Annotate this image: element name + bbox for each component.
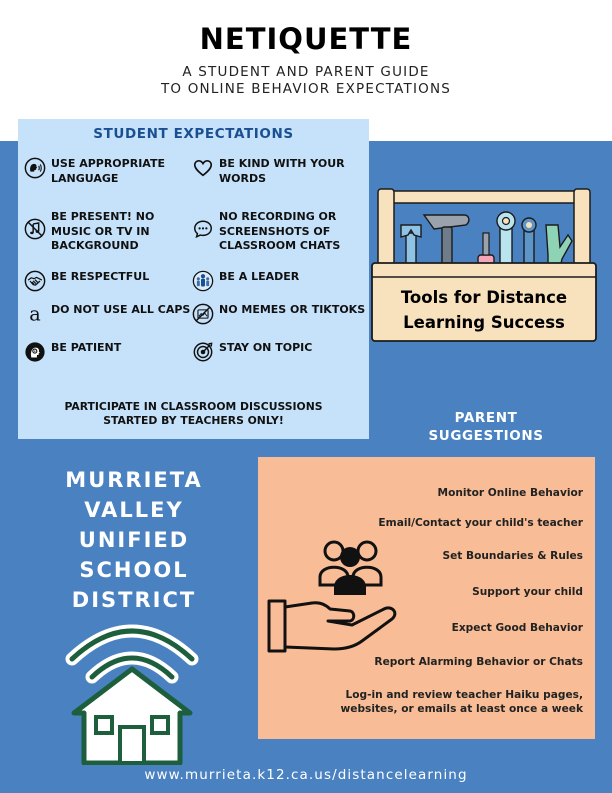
participate-line-2: STARTED BY TEACHERS ONLY!	[103, 414, 284, 427]
expectation-be-kind	[192, 157, 367, 186]
expectation-label: BE A LEADER	[219, 270, 300, 283]
expectation-label: BE PRESENT! NO MUSIC OR TV IN BACKGROUND	[51, 210, 155, 252]
suggestion-item: Log-in and review teacher Haiku pages, websites, or emails at least once a week	[340, 689, 583, 715]
expectation-no-memes	[192, 303, 367, 325]
suggestion-item: Monitor Online Behavior	[437, 487, 583, 499]
tools-caption	[372, 285, 596, 335]
expectation-label: NO MEMES OR TIKTOKS	[219, 303, 366, 316]
parent-heading-line-1: PARENT	[454, 410, 518, 426]
student-expectations-panel	[18, 119, 369, 439]
suggestion-item: Report Alarming Behavior or Chats	[374, 656, 583, 668]
svg-text:a: a	[29, 303, 41, 325]
participate-note	[18, 400, 369, 428]
district-name	[30, 465, 238, 615]
suggestion-item: Expect Good Behavior	[451, 622, 583, 634]
district-line-3: UNIFIED	[78, 528, 190, 552]
page-subtitle	[0, 64, 612, 98]
expectation-stay-on-topic	[192, 341, 367, 363]
expectation-label: USE APPROPRIATE LANGUAGE	[51, 157, 165, 185]
student-expectations-heading: STUDENT EXPECTATIONS	[93, 126, 294, 142]
expectation-label: BE KIND WITH YOUR WORDS	[219, 157, 345, 185]
parent-heading-line-2: SUGGESTIONS	[428, 428, 544, 444]
target-icon	[192, 341, 214, 363]
heart-icon	[192, 157, 214, 179]
suggestion-item: Support your child	[472, 586, 583, 598]
expectation-label: BE RESPECTFUL	[51, 270, 150, 283]
suggestion-item: Set Boundaries & Rules	[442, 550, 583, 562]
district-line-4: SCHOOL	[79, 558, 189, 582]
parent-suggestions-heading	[396, 409, 576, 445]
expectation-no-all-caps	[24, 303, 191, 325]
letter-a-icon	[24, 303, 46, 325]
expectation-label: BE PATIENT	[51, 341, 122, 354]
expectation-be-respectful	[24, 270, 169, 292]
chat-bubble-icon	[192, 218, 214, 240]
leader-icon	[192, 270, 214, 292]
district-line-2: VALLEY	[84, 498, 184, 522]
expectation-be-patient	[24, 341, 169, 363]
expectation-use-appropriate-language	[24, 157, 169, 186]
expectation-no-recording	[192, 210, 367, 254]
expectation-label: DO NOT USE ALL CAPS	[51, 303, 191, 316]
expectation-be-present	[24, 210, 169, 254]
wifi-house-icon	[62, 617, 202, 765]
expectation-label: NO RECORDING OR SCREENSHOTS OF CLASSROOM CHATS	[219, 210, 341, 252]
suggestion-item: Email/Contact your child's teacher	[378, 517, 583, 529]
district-line-5: DISTRICT	[71, 588, 197, 612]
handshake-icon	[24, 270, 46, 292]
no-music-icon	[24, 218, 46, 240]
subtitle-line-2: TO ONLINE BEHAVIOR EXPECTATIONS	[160, 81, 452, 97]
expectation-be-a-leader	[192, 270, 367, 292]
head-gear-icon	[24, 341, 46, 363]
speaking-head-icon	[24, 157, 46, 179]
participate-line-1: PARTICIPATE IN CLASSROOM DISCUSSIONS	[64, 400, 323, 413]
tools-caption-line-2: Learning Success	[403, 313, 565, 332]
hand-with-people-icon	[266, 537, 408, 659]
page-title: NETIQUETTE	[199, 22, 413, 56]
footer-url[interactable]: www.murrieta.k12.ca.us/distancelearning	[144, 767, 468, 783]
tools-caption-line-1: Tools for Distance	[400, 288, 568, 307]
district-line-1: MURRIETA	[65, 468, 203, 492]
expectation-label: STAY ON TOPIC	[219, 341, 313, 354]
subtitle-line-1: A STUDENT AND PARENT GUIDE	[182, 64, 430, 80]
no-memes-icon	[192, 303, 214, 325]
